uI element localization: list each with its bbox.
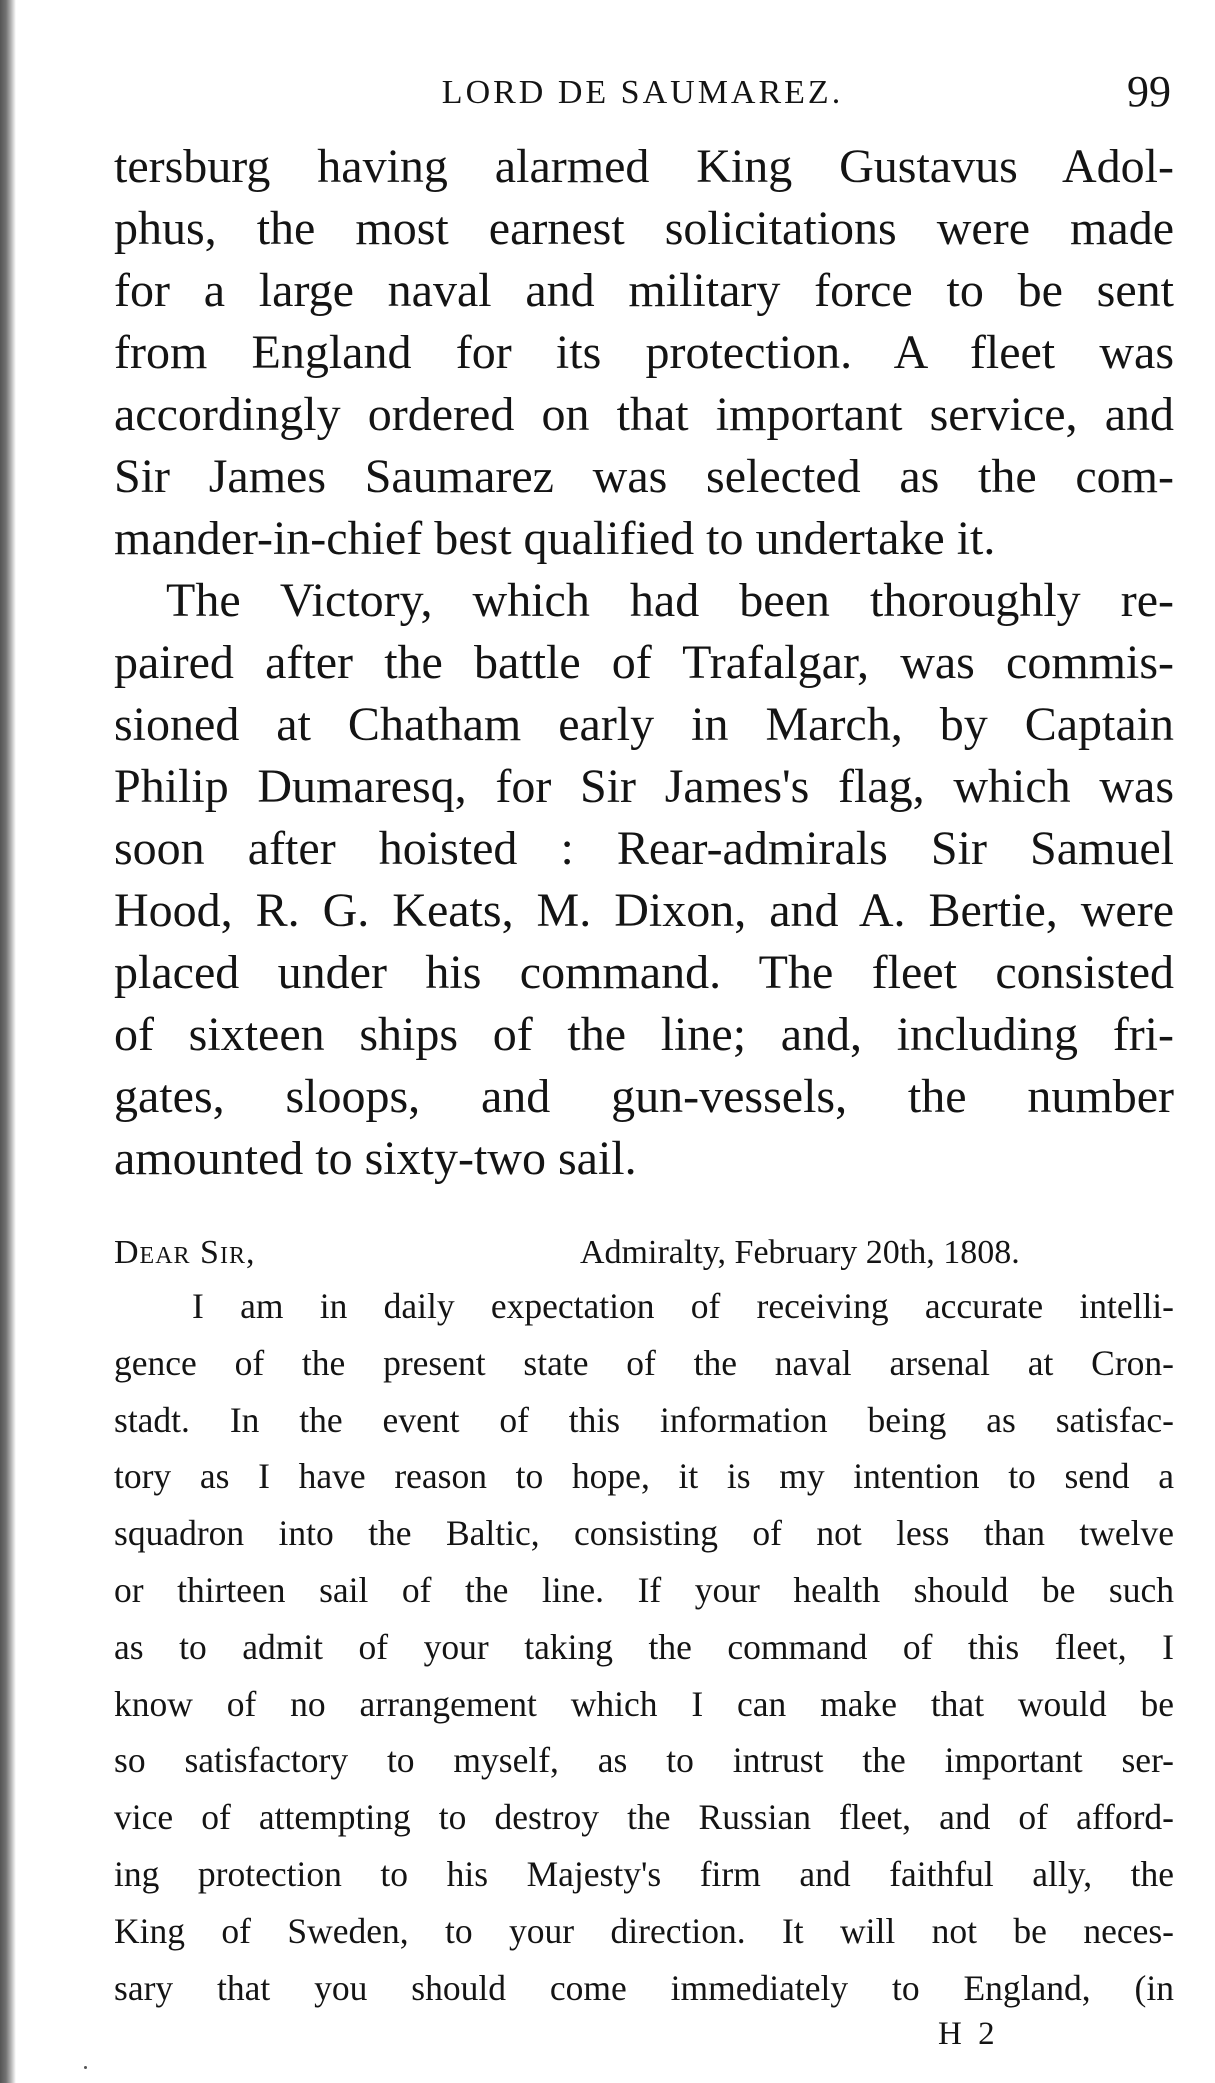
letter-line: tory as I have reason to hope, it is my intention to send a <box>114 1456 1174 1497</box>
running-head-title: LORD DE SAUMAREZ. <box>441 74 844 111</box>
letter-line: as to admit of your taking the command of this fleet, I <box>114 1626 1174 1667</box>
letter-line: or thirteen sail of the line. If your health should be such <box>114 1569 1174 1610</box>
letter-line: so satisfactory to myself, as to intrust the important ser- <box>114 1740 1174 1781</box>
paragraph-line: sioned at Chatham early in March, by Captain <box>114 698 1174 751</box>
signature-mark: H 2 <box>938 2016 999 2052</box>
paragraph-line: from England for its protection. A fleet was <box>114 326 1174 379</box>
body-text <box>114 136 1174 1190</box>
paragraph-line: amounted to sixty-two sail. <box>114 1132 637 1185</box>
print-speck <box>84 2066 87 2069</box>
paragraph-line: for a large naval and military force to be sent <box>114 264 1174 317</box>
paragraph-line: The Victory, which had been thoroughly re- <box>166 574 1174 627</box>
paragraph-line: Hood, R. G. Keats, M. Dixon, and A. Bertie, were <box>114 884 1174 937</box>
paragraph-line: Sir James Saumarez was selected as the com- <box>114 450 1174 503</box>
letter-line: ing protection to his Majesty's firm and faithful ally, the <box>114 1853 1174 1894</box>
letter-line: vice of attempting to destroy the Russian fleet, and of afford- <box>114 1797 1174 1838</box>
letter-salutation: Dear Sir, <box>114 1234 256 1271</box>
letter-heading <box>114 1226 1174 1278</box>
paragraph-line: tersburg having alarmed King Gustavus Adol- <box>114 140 1174 193</box>
letter-line: stadt. In the event of this information being as satisfac- <box>114 1399 1174 1440</box>
paragraph-line: paired after the battle of Trafalgar, was commis- <box>114 636 1174 689</box>
paragraph-line: accordingly ordered on that important service, and <box>114 388 1174 441</box>
paragraph-line: Philip Dumaresq, for Sir James's flag, which was <box>114 760 1174 813</box>
letter-line: King of Sweden, to your direction. It will not be neces- <box>114 1910 1174 1951</box>
letter-line: gence of the present state of the naval arsenal at Cron- <box>114 1342 1174 1383</box>
paragraph-line: soon after hoisted : Rear-admirals Sir Samuel <box>114 822 1174 875</box>
paragraph-line: phus, the most earnest solicitations were made <box>114 202 1174 255</box>
letter-line: know of no arrangement which I can make that would be <box>114 1683 1174 1724</box>
letter-dateline: Admiralty, February 20th, 1808. <box>580 1234 1020 1271</box>
letter-line: I am in daily expectation of receiving accurate intelli- <box>192 1286 1174 1326</box>
letter-line: sary that you should come immediately to England, (in <box>114 1967 1174 2008</box>
letter-line: squadron into the Baltic, consisting of not less than twelve <box>114 1513 1174 1554</box>
letter-block <box>114 1226 1174 2016</box>
running-head <box>114 66 1171 122</box>
page-number: 99 <box>1127 67 1171 116</box>
paragraph-line: gates, sloops, and gun-vessels, the number <box>114 1070 1174 1123</box>
paragraph-line: mander-in-chief best qualified to undertake it. <box>114 512 996 565</box>
paragraph-line: placed under his command. The fleet consisted <box>114 946 1174 999</box>
paragraph-line: of sixteen ships of the line; and, including fri- <box>114 1008 1174 1061</box>
binding-gutter-shadow <box>0 0 16 2083</box>
